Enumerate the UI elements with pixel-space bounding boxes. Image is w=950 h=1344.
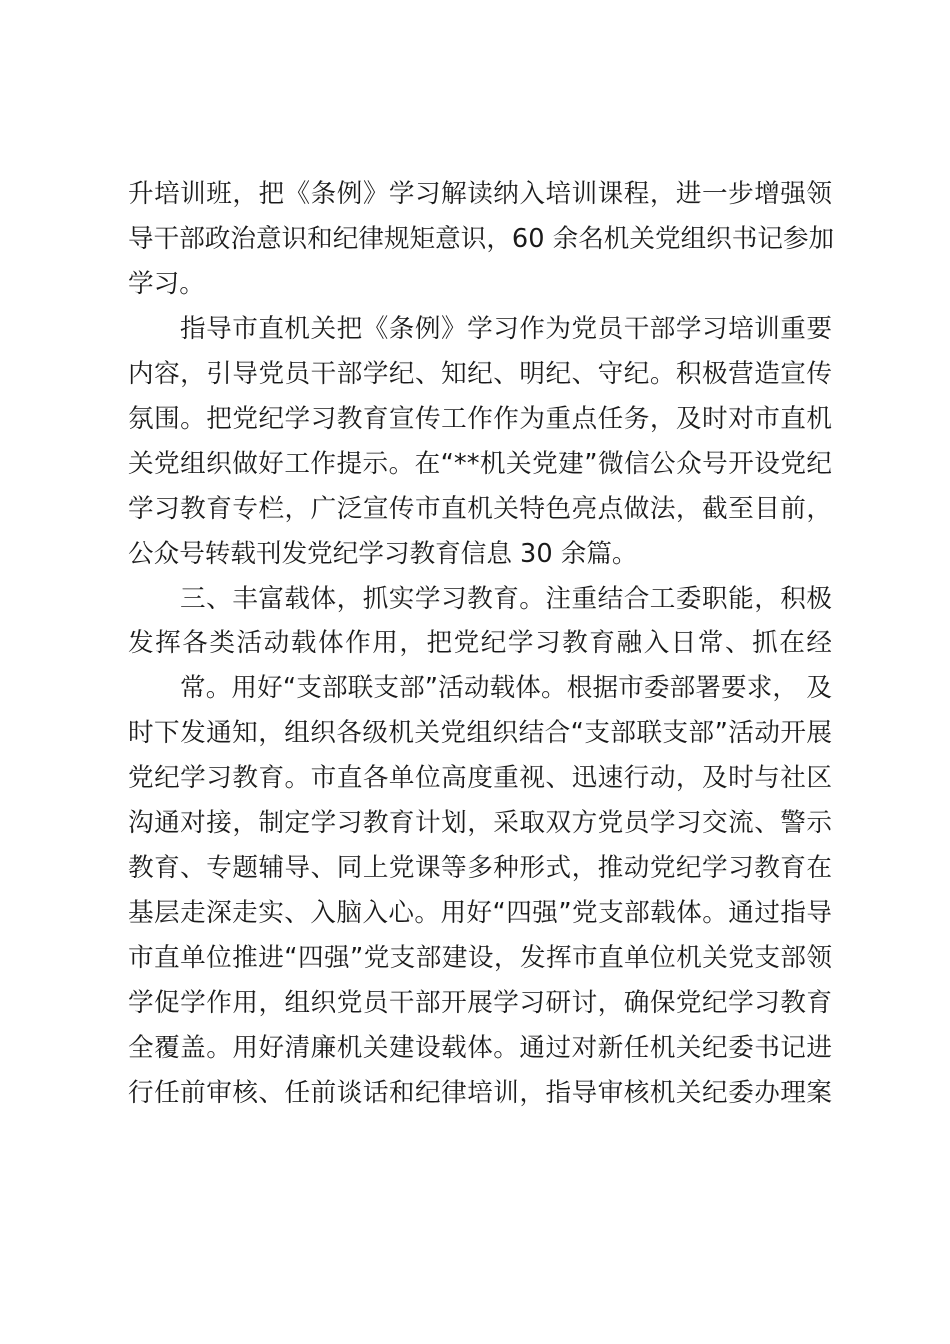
text-line: 全覆盖。用好清廉机关建设载体。通过对新任机关纪委书记进	[128, 1033, 832, 1063]
text-line: 基层走深走实、入脑入心。用好“四强”党支部载体。通过指导	[128, 898, 832, 928]
text-line: 内容，引导党员干部学纪、知纪、明纪、守纪。积极营造宣传	[128, 359, 832, 389]
text-line: 升培训班，把《条例》学习解读纳入培训课程，进一步增强领	[128, 179, 832, 209]
text-line: 沟通对接，制定学习教育计划，采取双方党员学习交流、警示	[128, 808, 832, 838]
text-line: 市直单位推进“四强”党支部建设，发挥市直单位机关党支部领	[128, 943, 832, 973]
section-heading-line: 三、丰富载体，抓实学习教育。注重结合工委职能，积极	[180, 584, 832, 614]
text-line: 学促学作用，组织党员干部开展学习研讨，确保党纪学习教育	[128, 988, 832, 1018]
text-line: 学习。	[128, 269, 205, 299]
paragraph-first-line: 指导市直机关把《条例》学习作为党员干部学习培训重要	[180, 314, 832, 344]
text-line: 学习教育专栏，广泛宣传市直机关特色亮点做法，截至目前，	[128, 494, 832, 524]
text-line: 发挥各类活动载体作用，把党纪学习教育融入日常、抓在经	[128, 628, 832, 658]
text-line: 氛围。把党纪学习教育宣传工作作为重点任务，及时对市直机	[128, 404, 832, 434]
text-line: 关党组织做好工作提示。在“**机关党建”微信公众号开设党纪	[128, 449, 832, 479]
text-line: 党纪学习教育。市直各单位高度重视、迅速行动，及时与社区	[128, 763, 832, 793]
text-line: 导干部政治意识和纪律规矩意识，60 余名机关党组织书记参加	[128, 224, 835, 254]
text-line: 行任前审核、任前谈话和纪律培训，指导审核机关纪委办理案	[128, 1078, 832, 1108]
text-line: 时下发通知，组织各级机关党组织结合“支部联支部”活动开展	[128, 718, 832, 748]
text-line: 教育、专题辅导、同上党课等多种形式，推动党纪学习教育在	[128, 853, 832, 883]
text-line: 公众号转载刊发党纪学习教育信息 30 余篇。	[128, 539, 638, 569]
paragraph-first-line: 常。用好“支部联支部”活动载体。根据市委部署要求， 及	[180, 673, 832, 703]
